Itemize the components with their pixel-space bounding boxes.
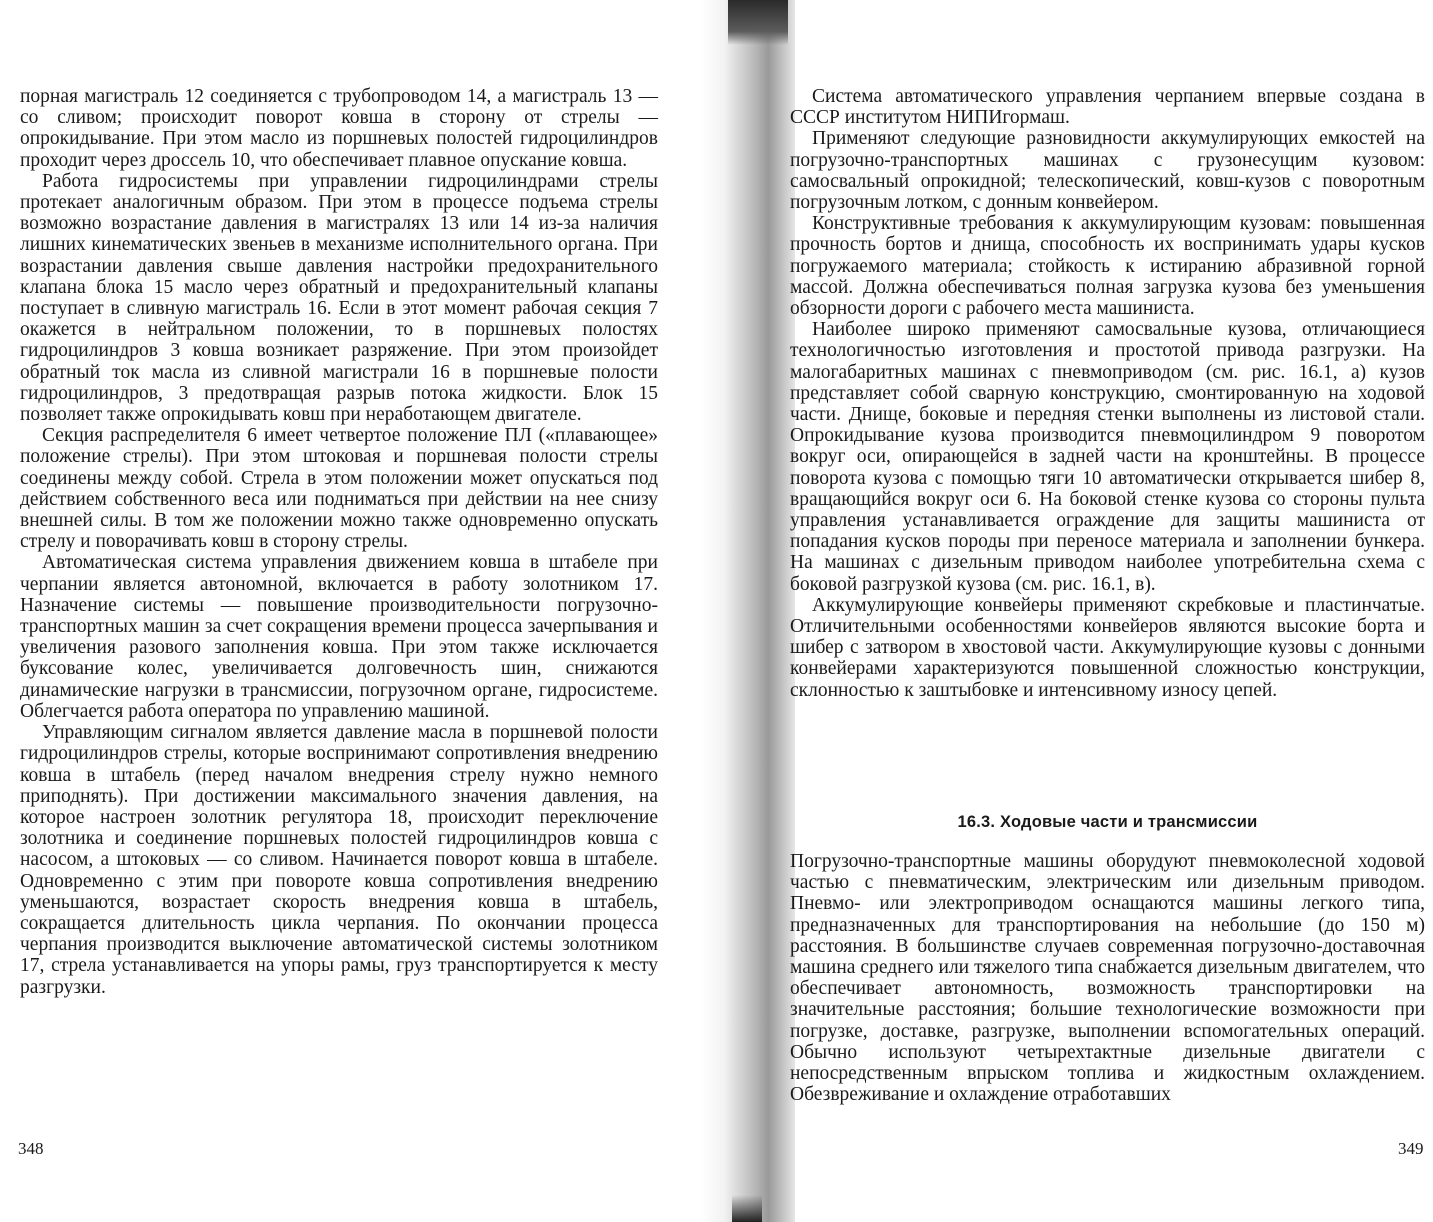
- section-heading: 16.3. Ходовые части и трансмиссии: [957, 813, 1258, 831]
- paragraph: Система автоматического управления черпанием впервые создана в СССР институтом НИПИгормаш.: [790, 86, 1425, 129]
- paragraph: Автоматическая система управления движением ковша в штабеле при черпании является автономной, включается в работу золотником 17. Назначение системы — повышение производительности погрузочно-транспортных машин за счет сокращения времени процесса зачерпывания и увеличения разового заполнения ковша. При этом также исключается буксование колес, увеличивается долговечность шин, снижаются динамические нагрузки в трансмиссии, погрузочном органе, гидросистеме. Облегчается работа оператора по управлению машиной.: [20, 552, 658, 722]
- paragraph: Погрузочно-транспортные машины оборудуют пневмоколесной ходовой частью с пневматическим, электрическим или дизельным приводом. Пневмо- или электроприводом оснащаются машины легкого типа, предназначенных для транспортирования на небольшие (до 150 м) расстояния. В большинстве случаев современная погрузочно-доставочная машина среднего или тяжелого типа снабжается дизельным двигателем, что обеспечивает автономность, возможность транспортировки на значительные расстояния; большие технологические возможности при погрузке, доставке, разгрузке, выполнении вспомогательных операций. Обычно используют четырехтактные дизельные двигатели с непосредственным впрыском топлива и жидкостным охлаждением. Обезвреживание и охлаждение отработавших: [790, 851, 1425, 1106]
- gutter-shadow-bottom: [732, 1195, 762, 1222]
- paragraph: Работа гидросистемы при управлении гидроцилиндрами стрелы протекает аналогичным образом. При этом в процессе подъема стрелы возможно возрастание давления в магистралях 13 или 14 из-за наличия лишних кинематических звеньев в механизме исполнительного органа. При возрастании давления свыше давления настройки предохранительного клапана блока 15 масло через обратный и предохранительный клапаны поступает в сливную магистраль 16. Если в этот момент рабочая секция 7 окажется в нейтральном положении, то в поршневых полостях гидроцилиндров 3 ковша возникает разряжение. При этом произойдет обратный ток масла из сливной магистрали 16 в поршневые полости гидроцилиндров, 3 предотвращая разрыв потока жидкости. Блок 15 позволяет также опрокидывать ковш при неработающем двигателе.: [20, 170, 658, 426]
- paragraph: Применяют следующие разновидности аккумулирующих емкостей на погрузочно-транспортных машинах с грузонесущим кузовом: самосвальный опрокидной; телескопический, ковш-кузов с поворотным погрузочным лотком, с донным конвейером.: [790, 128, 1425, 214]
- right-page-body: [790, 86, 1425, 701]
- page-number-right: 349: [1398, 1139, 1424, 1158]
- paragraph: Управляющим сигналом является давление масла в поршневой полости гидроцилиндров стрелы, которые воспринимают сопротивления внедрению ковша в штабель (перед началом внедрения стрелу нужно немного приподнять). При достижении максимального значения давления, на которое настроен золотник регулятора 18, происходит переключение золотника и соединение поршневых полостей гидроцилиндров ковша с насосом, а штоковых — со сливом. Начинается поворот ковша в штабеле. Одновременно с этим при повороте ковша сопротивления внедрению уменьшаются, возрастает скорость внедрения ковша в штабель, сокращается длительность цикла черпания. По окончании процесса черпания производится выключение автоматической системы золотником 17, стрела устанавливается на упоры рамы, груз транспортируется к месту разгрузки.: [20, 722, 658, 998]
- paragraph: Секция распределителя 6 имеет четвертое положение ПЛ («плавающее» положение стрелы). При этом штоковая и поршневая полости стрелы соединены между собой. Стрела в этом положении может опускаться под действием собственного веса или подниматься при действии на нее снизу внешней силы. В том же положении можно также одновременно опускать стрелу и поворачивать ковш в сторону стрелы.: [20, 425, 658, 553]
- right-page-section-body: [790, 851, 1425, 1105]
- left-page-body: [20, 86, 658, 998]
- page-number-left: 348: [18, 1139, 44, 1158]
- paragraph: Наиболее широко применяют самосвальные кузова, отличающиеся технологичностью изготовления и простотой привода разгрузки. На малогабаритных машинах с пневмоприводом (см. рис. 16.1, а) кузов представляет собой сварную конструкцию, смонтированную на ходовой части. Днище, боковые и передняя стенки выполнены из листовой стали. Опрокидывание кузова производится пневмоцилиндром 9 поворотом вокруг оси, опирающейся в задней части на кронштейны. В процессе поворота кузова с помощью тяги 10 автоматически открывается шибер 8, вращающийся вокруг оси 6. На боковой стенке кузова со стороны пульта управления устанавливается ограждение для защиты машиниста от попадания кусков породы при переносе материала и заполнении бункера. На машинах с дизельным приводом наиболее употребительна схема с боковой разгрузкой кузова (см. рис. 16.1, в).: [790, 319, 1425, 595]
- paragraph: порная магистраль 12 соединяется с трубопроводом 14, а магистраль 13 — со сливом; происходит поворот ковша в сторону от стрелы — опрокидывание. При этом масло из поршневых полостей гидроцилиндров проходит через дроссель 10, что обеспечивает плавное опускание ковша.: [20, 86, 658, 171]
- paragraph: Конструктивные требования к аккумулирующим кузовам: повышенная прочность бортов и днища, способность их воспринимать удары кусков погружаемого материала; стойкость к истиранию абразивной горной массой. Должна обеспечиваться полная загрузка кузова без уменьшения обзорности дороги с рабочего места машиниста.: [790, 213, 1425, 320]
- paragraph: Аккумулирующие конвейеры применяют скребковые и пластинчатые. Отличительными особенностями конвейеров являются высокие борта и шибер с затвором в хвостовой части. Аккумулирующие кузовы с донными конвейерами характеризуются повышенной сложностью конструкции, склонностью к заштыбовке и интенсивному износу цепей.: [790, 594, 1425, 701]
- gutter-shadow-top: [728, 0, 788, 45]
- book-gutter: [700, 0, 795, 1222]
